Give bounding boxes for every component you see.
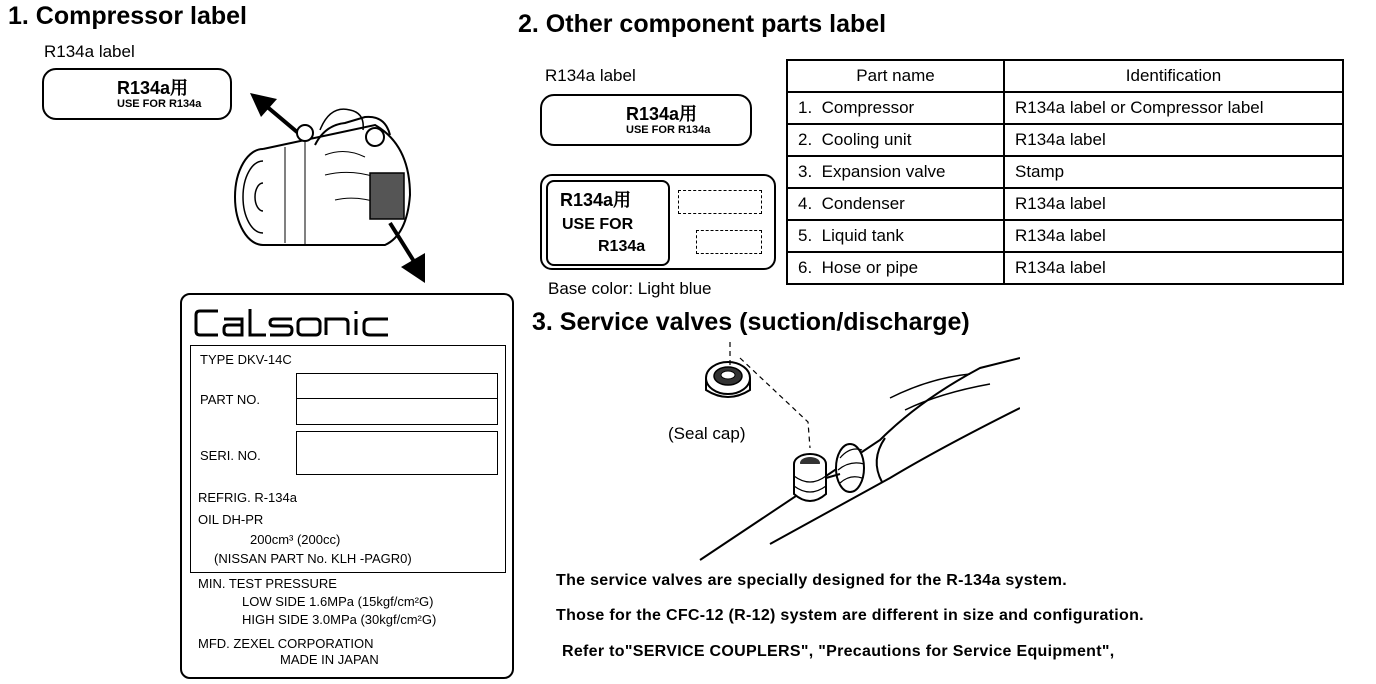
table-row: [787, 188, 1343, 220]
component-r134a-label: [540, 94, 752, 146]
row-number: 3.: [798, 162, 813, 181]
column-header-identification: Identification: [1004, 60, 1343, 92]
type-text: TYPE DKV-14C: [200, 352, 292, 367]
table-row: [787, 124, 1343, 156]
identification-cell: R134a label or Compressor label: [1004, 92, 1343, 124]
compressor-r134a-label-caption: R134a label: [44, 42, 135, 61]
part-name: Compressor: [821, 98, 915, 117]
high-side-text: HIGH SIDE 3.0MPa (30kgf/cm²G): [242, 612, 437, 627]
part-no-text: PART NO.: [200, 392, 260, 407]
identification-cell: R134a label: [1004, 252, 1343, 284]
table-row: [787, 220, 1343, 252]
row-number: 1.: [798, 98, 813, 117]
component-r134a-label-caption: R134a label: [545, 66, 636, 85]
calsonic-compressor-label: [180, 293, 514, 679]
section3-heading: 3. Service valves (suction/discharge): [532, 308, 970, 336]
light-blue-tag-label: [540, 174, 776, 270]
part-no-box: [296, 373, 498, 425]
service-valve-note-2: Those for the CFC-12 (R-12) system are different in size and configuration.: [556, 607, 1144, 624]
label-main-text: R134a用: [626, 104, 698, 124]
table-row: [787, 92, 1343, 124]
base-color-text: Base color: Light blue: [548, 279, 712, 298]
part-cell: [787, 252, 1004, 284]
compressor-r134a-label: [42, 68, 232, 120]
mfd-text: MFD. ZEXEL CORPORATION: [198, 636, 374, 651]
part-name: Hose or pipe: [821, 258, 919, 277]
part-name: Condenser: [821, 194, 905, 213]
column-header-part-name: Part name: [787, 60, 1004, 92]
row-number: 5.: [798, 226, 813, 245]
table-header-row: [787, 60, 1343, 92]
table-row: [787, 156, 1343, 188]
label-sub-text: USE FOR R134a: [626, 124, 711, 136]
identification-cell: Stamp: [1004, 156, 1343, 188]
row-number: 6.: [798, 258, 813, 277]
table-row: [787, 252, 1343, 284]
made-in-text: MADE IN JAPAN: [280, 652, 379, 667]
part-cell: [787, 156, 1004, 188]
tag-line2: USE FOR: [562, 216, 634, 233]
part-cell: [787, 220, 1004, 252]
part-name: Expansion valve: [821, 162, 946, 181]
service-valve-illustration: [690, 338, 1020, 566]
service-valve-note-1: The service valves are specially designed for the R-134a system.: [556, 572, 1068, 589]
identification-cell: R134a label: [1004, 124, 1343, 156]
compressor-illustration: [225, 85, 445, 290]
part-name: Cooling unit: [821, 130, 912, 149]
label-sub-text: USE FOR R134a: [117, 98, 202, 110]
label-main-text: R134a用: [117, 78, 189, 98]
row-number: 4.: [798, 194, 813, 213]
part-name: Liquid tank: [821, 226, 904, 245]
section1-heading: 1. Compressor label: [8, 2, 247, 30]
low-side-text: LOW SIDE 1.6MPa (15kgf/cm²G): [242, 594, 434, 609]
calsonic-logo: [194, 305, 414, 341]
identification-cell: R134a label: [1004, 220, 1343, 252]
part-cell: [787, 124, 1004, 156]
min-test-text: MIN. TEST PRESSURE: [198, 576, 337, 591]
refrig-text: REFRIG. R-134a: [198, 490, 297, 505]
tag-line3: R134a: [598, 238, 646, 255]
parts-identification-table: [786, 59, 1344, 285]
oil-amount-text: 200cm³ (200cc): [250, 532, 341, 547]
service-valve-note-3: Refer to"SERVICE COUPLERS", "Precautions for Service Equipment",: [562, 643, 1115, 660]
tag-blank-box-2: [696, 230, 762, 254]
oil-text: OIL DH-PR: [198, 512, 264, 527]
part-cell: [787, 188, 1004, 220]
tag-line1: R134a用: [560, 190, 632, 210]
seal-cap-caption: (Seal cap): [668, 424, 746, 443]
seri-no-text: SERI. NO.: [200, 448, 261, 463]
seri-no-box: [296, 431, 498, 475]
row-number: 2.: [798, 130, 813, 149]
section2-heading: 2. Other component parts label: [518, 10, 887, 38]
nissan-part-text: (NISSAN PART No. KLH -PAGR0): [214, 551, 412, 566]
tag-blank-box-1: [678, 190, 762, 214]
identification-cell: R134a label: [1004, 188, 1343, 220]
part-cell: [787, 92, 1004, 124]
